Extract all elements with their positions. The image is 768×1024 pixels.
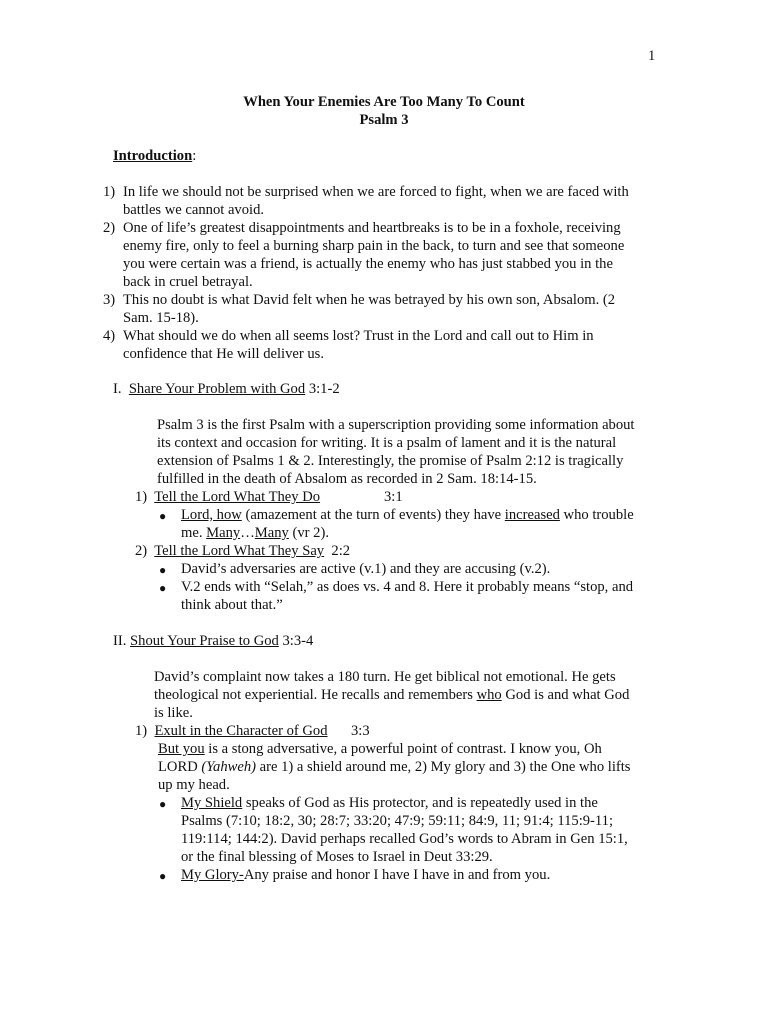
intro-item-2-num: 2): [103, 220, 116, 236]
section-1-paragraph-line: its context and occasion for writing. It is a psalm of lament and it is the natural: [157, 435, 617, 451]
bullet-icon: ●: [159, 797, 167, 811]
bullet-icon: ●: [159, 869, 167, 883]
bullet-text: think about that.”: [181, 597, 283, 613]
intro-item-3-num: 3): [103, 292, 116, 308]
section-1-paragraph-line: extension of Psalms 1 & 2. Interestingly, the promise of Psalm 2:12 is tragically: [157, 453, 624, 469]
intro-item-2-line: enemy fire, only to feel a burning sharp pain in the back, to turn and see that someone: [123, 238, 625, 254]
subheading-ref: 3:3: [351, 723, 370, 739]
subheading-ref: 3:1: [384, 489, 403, 505]
bullet-text: Lord, how (amazement at the turn of events) they have increased who trouble: [181, 507, 634, 523]
section-2-paragraph-line: theological not experiential. He recalls and remembers who God is and what God: [154, 687, 630, 703]
bullet-text: My Shield speaks of God as His protector, and is repeatedly used in the: [181, 795, 598, 811]
intro-item-2-line: One of life’s greatest disappointments and heartbreaks is to be in a foxhole, receiving: [123, 220, 621, 236]
intro-item-4-num: 4): [103, 328, 116, 344]
intro-item-1-num: 1): [103, 184, 116, 200]
intro-item-2-line: back in cruel betrayal.: [123, 274, 253, 290]
section-2-paragraph-line: David’s complaint now takes a 180 turn. He get biblical not emotional. He gets: [154, 669, 616, 685]
intro-item-2-line: you were certain was a friend, is actually the enemy who has just stabbed you in the: [123, 256, 613, 272]
intro-item-4-line: confidence that He will deliver us.: [123, 346, 324, 362]
section-2-heading: II. Shout Your Praise to God 3:3-4: [113, 633, 314, 649]
bullet-icon: ●: [159, 563, 167, 577]
subheading-tell-what-they-say: 2) Tell the Lord What They Say 2:2: [135, 543, 351, 559]
bullet-text: Psalms (7:10; 18:2, 30; 28:7; 33:20; 47:9; 59:11; 84:9, 11; 91:4; 115:9-11;: [181, 813, 614, 829]
intro-item-4-line: What should we do when all seems lost? Trust in the Lord and call out to Him in: [123, 328, 594, 344]
section-1-heading: I. Share Your Problem with God 3:1-2: [113, 381, 340, 397]
bullet-icon: ●: [159, 509, 167, 523]
intro-heading: Introduction:: [113, 148, 197, 164]
document-title: When Your Enemies Are Too Many To Count: [243, 94, 525, 110]
section-1-paragraph-line: fulfilled in the death of Absalom as recorded in 2 Sam. 18:14-15.: [157, 471, 537, 487]
exult-paragraph-line: up my head.: [158, 777, 230, 793]
intro-item-1-line: battles we cannot avoid.: [123, 202, 265, 218]
exult-paragraph-line: LORD (Yahweh) are 1) a shield around me, 2) My glory and 3) the One who lifts: [158, 759, 631, 775]
section-1-paragraph-line: Psalm 3 is the first Psalm with a superscription providing some information about: [157, 417, 635, 433]
bullet-text: David’s adversaries are active (v.1) and they are accusing (v.2).: [181, 561, 551, 577]
intro-item-3-line: Sam. 15-18).: [123, 310, 199, 326]
bullet-text: 119:114; 144:2). David perhaps recalled God’s words to Abram in Gen 15:1,: [181, 831, 628, 847]
section-2-paragraph-line: is like.: [154, 705, 193, 721]
exult-paragraph-line: But you is a stong adversative, a powerful point of contrast. I know you, Oh: [158, 741, 602, 757]
bullet-icon: ●: [159, 581, 167, 595]
bullet-text: me. Many…Many (vr 2).: [181, 525, 329, 541]
intro-item-3-line: This no doubt is what David felt when he was betrayed by his own son, Absalom. (2: [123, 292, 616, 308]
bullet-text: or the final blessing of Moses to Israel in Deut 33:29.: [181, 849, 493, 865]
bullet-text: My Glory-Any praise and honor I have I have in and from you.: [181, 867, 551, 883]
page-number: 1: [648, 48, 656, 64]
intro-item-1-line: In life we should not be surprised when we are forced to fight, when we are faced with: [123, 184, 629, 200]
subheading-tell-what-they-do: 1) Tell the Lord What They Do: [135, 489, 321, 505]
subheading-exult: 1) Exult in the Character of God: [135, 723, 328, 739]
document-subtitle: Psalm 3: [359, 112, 409, 128]
bullet-text: V.2 ends with “Selah,” as does vs. 4 and 8. Here it probably means “stop, and: [181, 579, 634, 595]
